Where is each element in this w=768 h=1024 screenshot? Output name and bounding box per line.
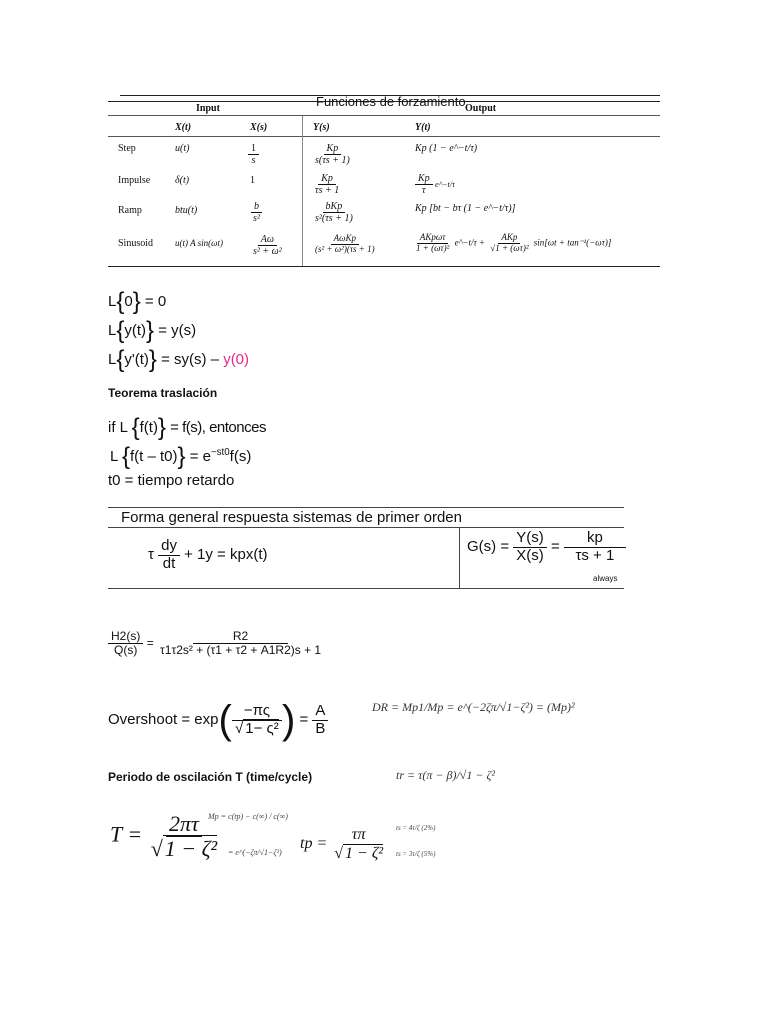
always-note: always: [593, 574, 618, 583]
traslacion-heading: Teorema traslación: [108, 386, 218, 400]
periodo-heading: Periodo de oscilación T (time/cycle): [108, 770, 313, 784]
first-order-title: Forma general respuesta sistemas de primer orden: [121, 509, 462, 526]
settling-time-5pct: ts = 3τ/ζ (5%): [396, 850, 436, 858]
first-order-ode: τ $\frac{dy}{dt}$ + 1y = kpx(t): [148, 537, 268, 572]
table-divider: [302, 116, 303, 266]
output-header: Output: [465, 103, 497, 114]
col-yt: Y(t): [415, 122, 431, 133]
decay-ratio-formula: DR = Mp1/Mp = e^(−2ζπ/√1−ζ²) = (Mp)²: [372, 700, 575, 714]
table-title: Funciones de forzamiento: [316, 94, 466, 109]
rise-time-formula: tr = τ(π − β)/√1 − ζ²: [396, 768, 495, 782]
col-xs: X(s): [250, 122, 268, 133]
traslacion-line-1: if L {f(t)} = f(s), entonces: [108, 414, 266, 441]
tank-transfer-function: $\frac{H2(s)}{Q(s)}$ = $\frac{R2}{\text{τ1τ2s² + (τ1 + τ2 + A1R2)s + 1}}$: [108, 630, 324, 657]
peak-overshoot-def: Mp = c(tp) − c(∞) / c(∞): [208, 812, 288, 821]
laplace-line-2: L{y(t)} = y(s): [108, 317, 197, 344]
col-xt: X(t): [175, 122, 192, 133]
peak-overshoot-exp: = e^(−ζπ/√1−ζ²): [228, 848, 282, 857]
initial-value: y(0): [223, 351, 250, 368]
overshoot-formula: Overshoot = exp( $\frac{-\pi\varsigma}{\text{√ 1− ς²}}$ ) = $\frac{A}{B}$: [108, 698, 328, 743]
table-bottom-rule: [108, 266, 660, 267]
table-col-rule: [108, 136, 660, 137]
period-formula: T = $\frac{2\pi\tau}{\text{√1 − ζ²}}$: [110, 811, 218, 862]
transfer-function: G(s) = $\frac{Y(s)}{X(s)}$ = $\frac{kp}{\tau s + 1}$: [467, 530, 626, 564]
laplace-line-1: L{0} = 0: [108, 288, 167, 315]
settling-time-2pct: ts = 4τ/ζ (2%): [396, 824, 436, 832]
traslacion-line-2: L $\{f(t - t0)\} = e^{-st0}f(s)$: [110, 443, 252, 470]
input-header: Input: [196, 103, 220, 114]
col-ys: Y(s): [313, 122, 330, 133]
table-header-rule: [108, 115, 660, 116]
traslacion-line-3: t0 = tiempo retardo: [108, 472, 235, 489]
laplace-line-3: L{y'(t)} = sy(s) – y(0): [108, 346, 250, 373]
peak-time-formula: tp = $\frac{\tau\pi}{\text{√ 1 − ζ²}}$: [300, 826, 384, 862]
